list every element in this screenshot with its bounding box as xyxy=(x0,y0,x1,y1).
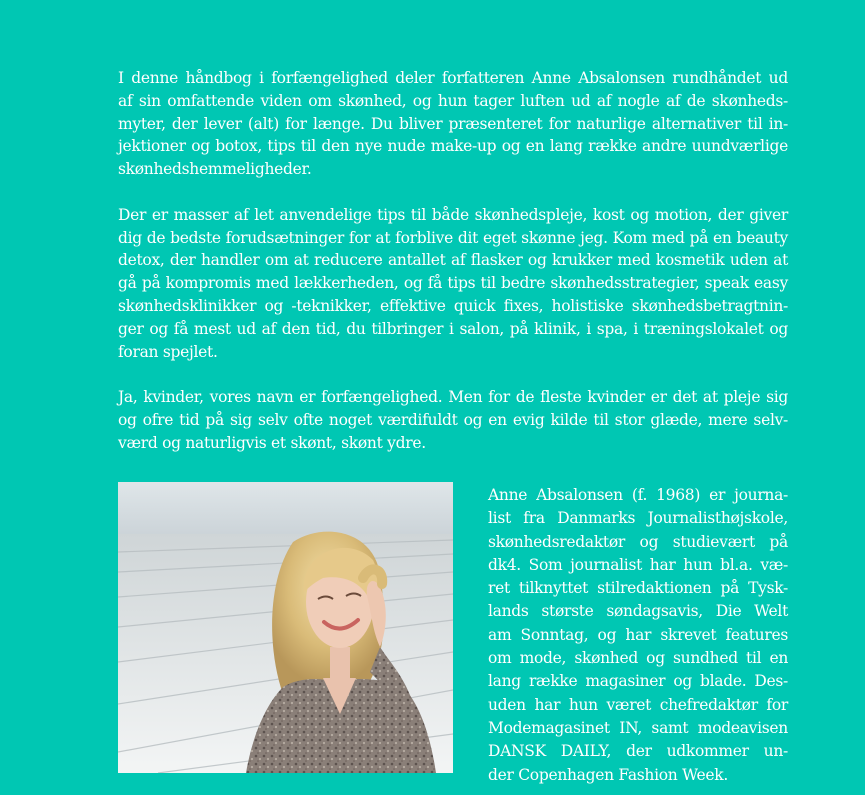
text-line: ger og få mest ud af den tid, du tilbringer i salon, på klinik, i spa, i træningslokalet og xyxy=(118,319,788,338)
text-line: foran spejlet. xyxy=(118,342,218,361)
bio-line: uden har hun været chefredaktør for xyxy=(488,695,788,714)
bio-line: der Copenhagen Fashion Week. xyxy=(488,765,728,784)
bio-line: Modemagasinet IN, samt modeavisen xyxy=(488,718,788,737)
text-line: myter, der lever (alt) for længe. Du bliver præsenteret for naturlige alternativer til in- xyxy=(118,114,788,133)
text-line: værd og naturligvis et skønt, skønt ydre. xyxy=(118,433,426,452)
author-section xyxy=(118,482,788,784)
text-line: jektioner og botox, tips til den nye nude make-up og en lang række andre uundværlige xyxy=(118,137,788,156)
author-bio xyxy=(488,484,788,787)
paragraph-3 xyxy=(118,386,788,454)
text-line: skønhedsklinikker og -teknikker, effektive quick fixes, holistiske skønhedsbetragtnin- xyxy=(118,296,788,315)
bio-line: om mode, skønhed og sundhed til en xyxy=(488,649,788,668)
author-photo xyxy=(118,482,453,773)
bio-line: dk4. Som journalist har hun bl.a. væ- xyxy=(488,555,788,574)
text-line: dig de bedste forudsætninger for at forblive dit eget skønne jeg. Kom med på en beauty xyxy=(118,228,788,247)
bio-line: DANSK DAILY, der udkommer un- xyxy=(488,742,788,761)
bio-line: ret tilknyttet stilredaktionen på Tysk- xyxy=(488,579,788,598)
bio-line: am Sonntag, og har skrevet features xyxy=(488,625,788,644)
text-line: gå på kompromis med lækkerheden, og få tips til bedre skønhedsstrategier, speak easy xyxy=(118,274,788,293)
bio-line: lands største søndagsavis, Die Welt xyxy=(488,602,788,621)
blurb-text xyxy=(118,67,788,477)
paragraph-2 xyxy=(118,204,788,364)
paragraph-1 xyxy=(118,67,788,181)
text-line: Der er masser af let anvendelige tips til både skønhedspleje, kost og motion, der giver xyxy=(118,205,788,224)
text-line: detox, der handler om at reducere antallet af flasker og krukker med kosmetik uden at xyxy=(118,251,788,270)
bio-line: Anne Absalonsen (f. 1968) er journa- xyxy=(488,486,788,504)
bio-line: skønhedsredaktør og studievært på xyxy=(488,532,788,551)
text-line: Ja, kvinder, vores navn er forfængelighed. Men for de fleste kvinder er det at pleje sig xyxy=(118,388,788,407)
text-line: og ofre tid på sig selv ofte noget værdifuldt og en evig kilde til stor glæde, mere selv- xyxy=(118,410,788,429)
text-line: af sin omfattende viden om skønhed, og hun tager luften ud af nogle af de skønheds- xyxy=(118,91,788,110)
bio-line: list fra Danmarks Journalisthøjskole, xyxy=(488,509,788,528)
text-line: I denne håndbog i forfængelighed deler forfatteren Anne Absalonsen rundhåndet ud xyxy=(118,69,788,87)
text-line: skønhedshemmeligheder. xyxy=(118,160,312,179)
author-photo-illustration xyxy=(118,482,453,773)
bio-line: lang række magasiner og blade. Des- xyxy=(488,672,788,691)
